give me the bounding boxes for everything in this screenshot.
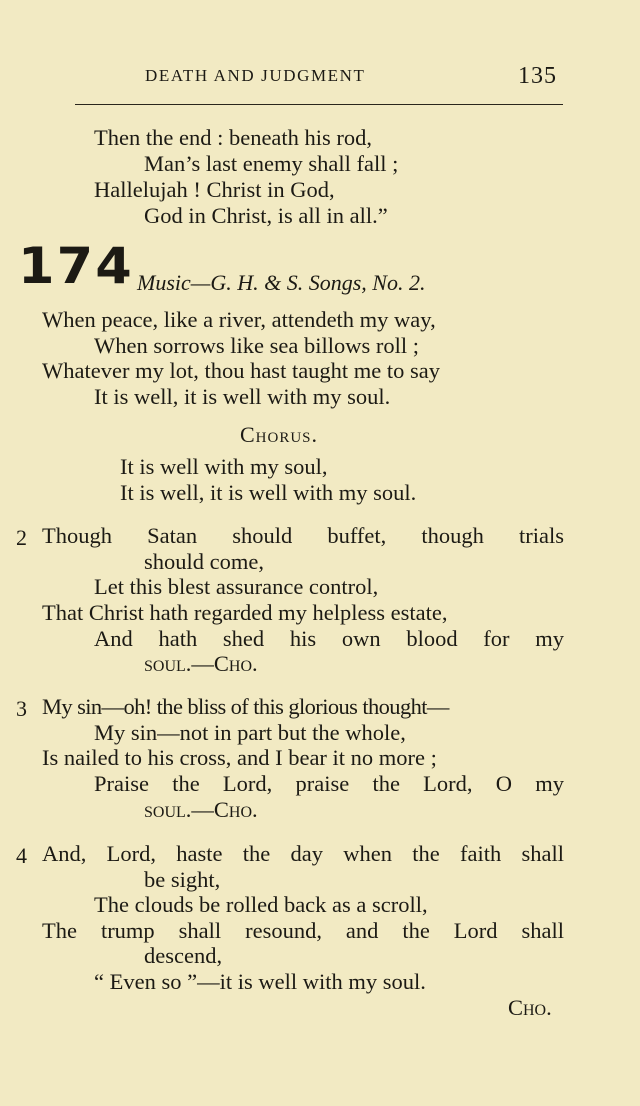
verse-line: Praise the Lord, praise the Lord, O my [94,771,564,796]
chorus-line: It is well with my soul, [120,454,328,479]
verse-line: The clouds be rolled back as a scroll, [94,892,428,917]
chorus-heading: Chorus. [240,422,319,447]
verse-line: soul.—Cho. [144,651,258,676]
verse-line: Though Satan should buffet, though trials [42,523,564,548]
verse-line: soul.—Cho. [144,797,258,822]
verse-line: Let this blest assurance control, [94,574,379,599]
verse-line: And hath shed his own blood for my [94,626,564,651]
chorus-line: It is well, it is well with my soul. [120,480,417,505]
stanza-line: God in Christ, is all in all.” [144,203,388,228]
verse-line: Is nailed to his cross, and I bear it no more ; [42,745,437,770]
verse-line: When peace, like a river, attendeth my way, [42,307,436,332]
verse-number: 2 [16,525,27,550]
verse-line: My sin—oh! the bliss of this glorious thought— [42,694,449,719]
tune-reference: Music—G. H. & S. Songs, No. 2. [137,270,426,295]
running-title: DEATH AND JUDGMENT [145,66,366,85]
header-rule [75,104,563,105]
verse-line: “ Even so ”—it is well with my soul. [94,969,426,994]
stanza-line: Hallelujah ! Christ in God, [94,177,335,202]
running-header [0,63,640,93]
verse-line: The trump shall resound, and the Lord shall [42,918,564,943]
verse-line: should come, [144,549,264,574]
verse-line: be sight, [144,867,221,892]
verse-line: And, Lord, haste the day when the faith shall [42,841,564,866]
verse-line: It is well, it is well with my soul. [94,384,391,409]
verse-number: 3 [16,696,27,721]
verse-line: Whatever my lot, thou hast taught me to say [42,358,441,383]
hymn-number: 174 [18,237,134,295]
verse-line: That Christ hath regarded my helpless estate, [42,600,448,625]
stanza-line: Man’s last enemy shall fall ; [144,151,399,176]
chorus-reference: Cho. [508,995,552,1020]
page-number: 135 [518,63,557,89]
verse-line: When sorrows like sea billows roll ; [94,333,419,358]
verse-line: My sin—not in part but the whole, [94,720,406,745]
verse-number: 4 [16,843,27,868]
stanza-line: Then the end : beneath his rod, [94,125,373,150]
verse-line: descend, [144,943,223,968]
